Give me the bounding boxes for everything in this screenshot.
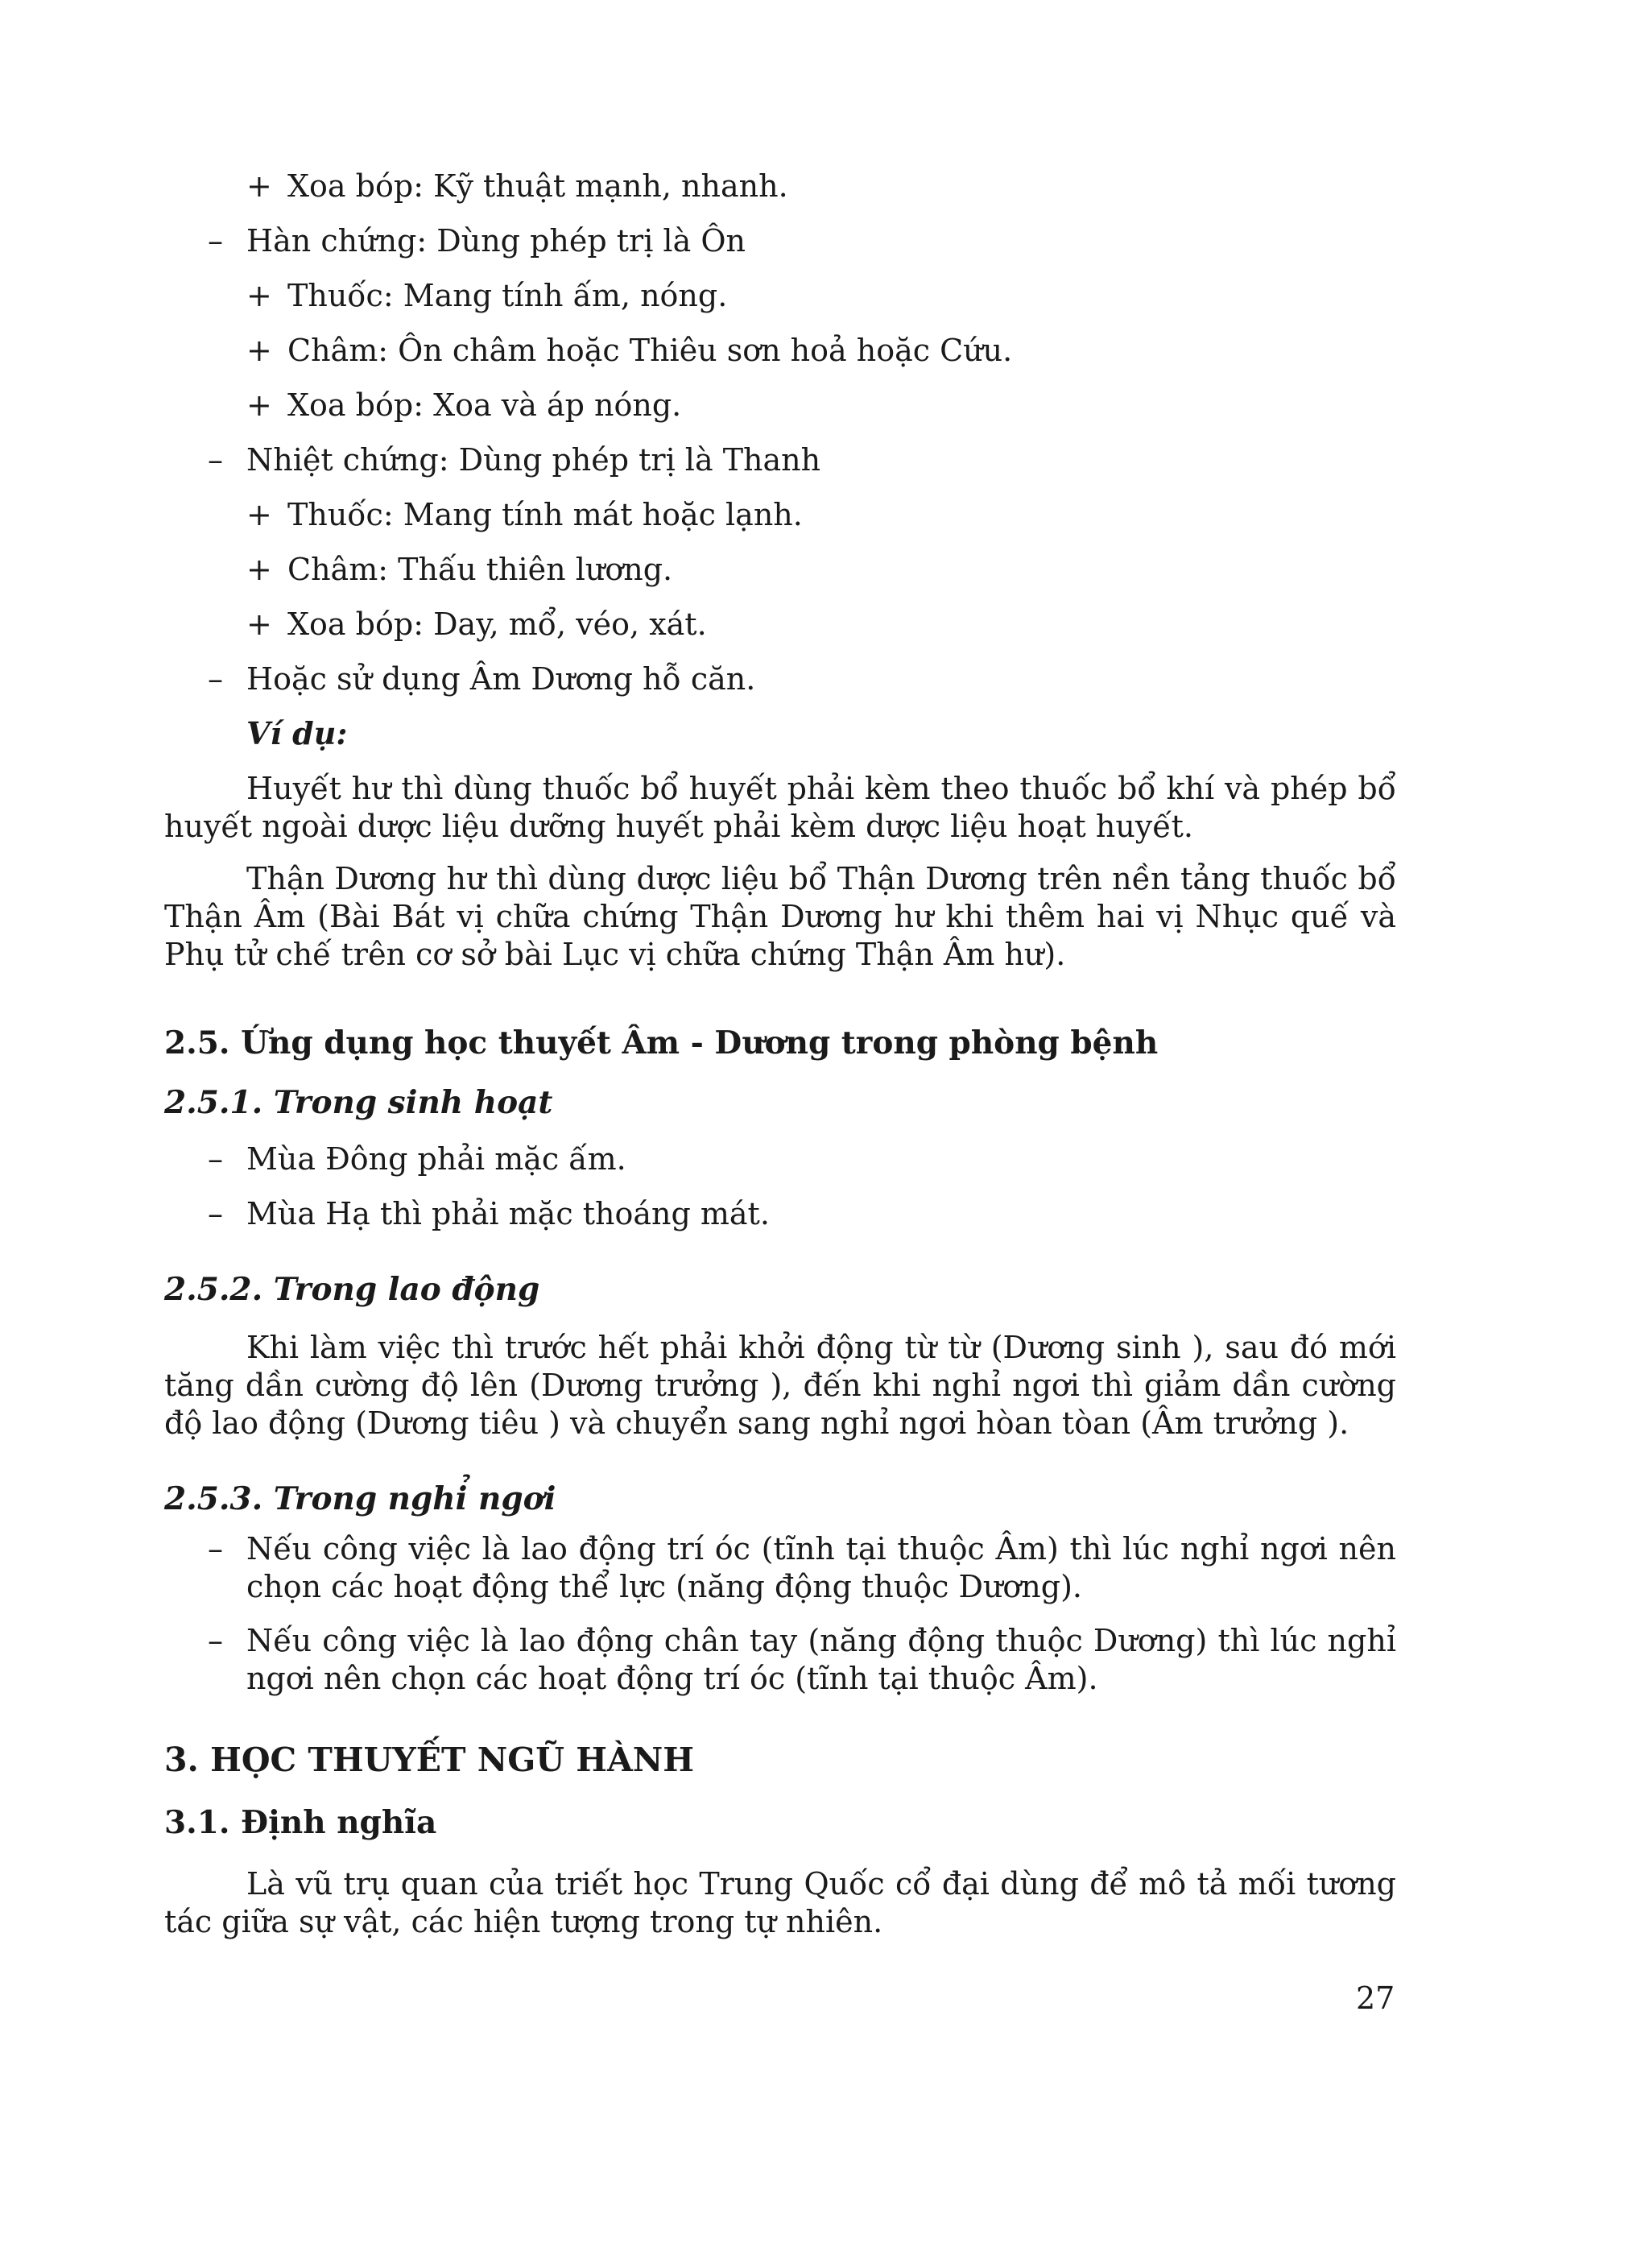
- paragraph: Khi làm việc thì trước hết phải khởi động từ từ (Dương sinh ), sau đó mới tăng dần cường độ lên (Dương trưởng ), đến khi nghỉ ngơi thì giảm dần cường độ lao động (Dương tiêu ) và chuyển sang nghỉ ngơi hòan tòan (Âm trưởng ).: [164, 1330, 1396, 1441]
- list-item: Thuốc: Mang tính ấm, nóng.: [287, 278, 728, 313]
- subsection-heading: 2.5.2. Trong lao động: [164, 1271, 540, 1308]
- page-number: 27: [1356, 1980, 1395, 2016]
- plus-marker: +: [246, 387, 272, 423]
- plus-marker: +: [246, 168, 272, 204]
- paragraph: Thận Dương hư thì dùng dược liệu bổ Thận Dương trên nền tảng thuốc bổ Thận Âm (Bài Bát vị chữa chứng Thận Dương hư khi thêm hai vị Nhục quế và Phụ tử chế trên cơ sở bài Lục vị chữa chứng Thận Âm hư).: [164, 861, 1396, 972]
- plus-marker: +: [246, 552, 272, 587]
- dash-marker: –: [208, 223, 223, 259]
- dash-marker: –: [208, 1196, 223, 1231]
- plus-marker: +: [246, 278, 272, 313]
- dash-marker: –: [208, 442, 223, 478]
- list-item: Mùa Hạ thì phải mặc thoáng mát.: [246, 1196, 770, 1231]
- paragraph: Là vũ trụ quan của triết học Trung Quốc cổ đại dùng để mô tả mối tương tác giữa sự vật, các hiện tượng trong tự nhiên.: [164, 1866, 1396, 1939]
- list-item: Xoa bóp: Day, mổ, véo, xát.: [287, 606, 707, 642]
- paragraph: Huyết hư thì dùng thuốc bổ huyết phải kèm theo thuốc bổ khí và phép bổ huyết ngoài dược liệu dưỡng huyết phải kèm dược liệu hoạt huyết.: [164, 771, 1396, 844]
- subsection-heading: 2.5.1. Trong sinh hoạt: [164, 1084, 553, 1121]
- subsection-heading: 2.5.3. Trong nghỉ ngơi: [164, 1480, 556, 1517]
- list-item: Nhiệt chứng: Dùng phép trị là Thanh: [246, 442, 821, 478]
- list-item: Xoa bóp: Xoa và áp nóng.: [287, 387, 682, 423]
- list-item: Xoa bóp: Kỹ thuật mạnh, nhanh.: [287, 168, 788, 204]
- dash-marker: –: [208, 1623, 223, 1658]
- list-item: Châm: Thấu thiên lương.: [287, 552, 673, 587]
- list-item: Mùa Đông phải mặc ấm.: [246, 1141, 626, 1177]
- plus-marker: +: [246, 497, 272, 532]
- dash-marker: –: [208, 661, 223, 697]
- dash-marker: –: [208, 1531, 223, 1566]
- list-item: Nếu công việc là lao động chân tay (năng động thuộc Dương) thì lúc nghỉ ngơi nên chọn các hoạt động trí óc (tĩnh tại thuộc Âm).: [246, 1623, 1396, 1696]
- example-label: Ví dụ:: [246, 715, 348, 751]
- chapter-heading: 3. HỌC THUYẾT NGŨ HÀNH: [164, 1740, 695, 1779]
- dash-marker: –: [208, 1141, 223, 1177]
- plus-marker: +: [246, 333, 272, 368]
- section-heading: 3.1. Định nghĩa: [164, 1804, 437, 1841]
- list-item: Châm: Ôn châm hoặc Thiêu sơn hoả hoặc Cứu.: [287, 333, 1013, 368]
- list-item: Hàn chứng: Dùng phép trị là Ôn: [246, 223, 746, 259]
- list-item: Thuốc: Mang tính mát hoặc lạnh.: [287, 497, 803, 532]
- section-heading: 2.5. Ứng dụng học thuyết Âm - Dương trong phòng bệnh: [164, 1024, 1159, 1062]
- list-item: Nếu công việc là lao động trí óc (tĩnh tại thuộc Âm) thì lúc nghỉ ngơi nên chọn các hoạt động thể lực (năng động thuộc Dương).: [246, 1531, 1396, 1604]
- plus-marker: +: [246, 606, 272, 642]
- list-item: Hoặc sử dụng Âm Dương hỗ căn.: [246, 661, 756, 697]
